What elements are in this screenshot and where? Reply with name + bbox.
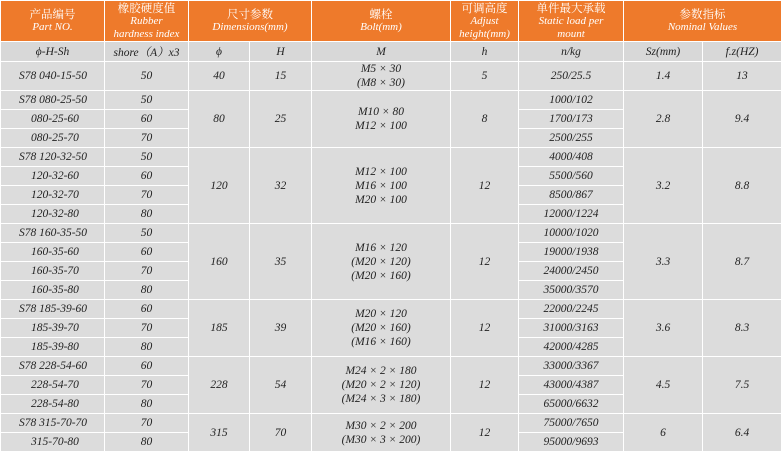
part-no-cell: 315-70-80: [1, 433, 105, 452]
static-load-cell: 22000/2245: [519, 300, 624, 319]
static-load-cell: 1000/102: [519, 91, 624, 110]
static-load-cell: 2500/255: [519, 129, 624, 148]
table-row: [1, 148, 782, 167]
part-no-cell: S78 160-35-50: [1, 224, 105, 243]
table-row: [1, 91, 782, 110]
part-no-cell: S78 040-15-50: [1, 62, 105, 91]
bolt-line: M5 × 30: [360, 63, 402, 75]
shore-cell: 80: [105, 395, 189, 414]
subheader-h: h: [451, 42, 519, 62]
header-nominal-values: 参数指标 Nominal Values: [624, 1, 782, 42]
adjust-height-cell: 12: [451, 148, 519, 224]
subheader-phi: ϕ: [189, 42, 250, 62]
header-part-no: 产品编号 Part NO.: [1, 1, 105, 42]
static-load-cell: 33000/3367: [519, 357, 624, 376]
fz-cell: 7.5: [703, 357, 782, 414]
adjust-height-cell: 8: [451, 91, 519, 148]
adjust-height-cell: 12: [451, 224, 519, 300]
bolt-cell: [312, 414, 451, 452]
bolt-line: (M20 × 120): [351, 255, 411, 268]
fz-cell: 9.4: [703, 91, 782, 148]
subheader-H: H: [250, 42, 312, 62]
shore-cell: 70: [105, 129, 189, 148]
phi-cell: 160: [189, 224, 250, 300]
H-cell: 32: [250, 148, 312, 224]
phi-cell: 40: [189, 62, 250, 91]
static-load-cell: 1700/173: [519, 110, 624, 129]
bolt-line: (M8 × 30): [357, 77, 406, 89]
subheader-shore: shore（A）x3: [105, 42, 189, 62]
bolt-cell: [312, 62, 451, 91]
adjust-height-cell: 12: [451, 357, 519, 414]
fz-cell: 8.3: [703, 300, 782, 357]
phi-cell: 185: [189, 300, 250, 357]
subheader-M: M: [312, 42, 451, 62]
subheader-fz: f.z(HZ): [703, 42, 782, 62]
static-load-cell: 95000/9693: [519, 433, 624, 452]
table-row: [1, 62, 782, 91]
bolt-line: M20 × 120: [355, 308, 407, 320]
shore-cell: 70: [105, 186, 189, 205]
shore-cell: 60: [105, 167, 189, 186]
bolt-cell: [312, 300, 451, 357]
static-load-cell: 8500/867: [519, 186, 624, 205]
static-load-cell: 75000/7650: [519, 414, 624, 433]
adjust-height-cell: 12: [451, 300, 519, 357]
bolt-line: M16 × 100: [355, 179, 407, 192]
static-load-cell: 24000/2450: [519, 262, 624, 281]
static-load-cell: 4000/408: [519, 148, 624, 167]
shore-cell: 70: [105, 319, 189, 338]
adjust-height-cell: 12: [451, 414, 519, 452]
part-no-cell: S78 228-54-60: [1, 357, 105, 376]
bolt-line: M24 × 2 × 180: [345, 365, 417, 377]
part-no-cell: 080-25-70: [1, 129, 105, 148]
bolt-line: M12 × 100: [355, 120, 407, 132]
H-cell: 54: [250, 357, 312, 414]
bolt-cell: [312, 148, 451, 224]
part-no-cell: S78 080-25-50: [1, 91, 105, 110]
static-load-cell: 12000/1224: [519, 205, 624, 224]
subheader-part: ϕ-H-Sh: [1, 42, 105, 62]
shore-cell: 80: [105, 433, 189, 452]
table-row: [1, 300, 782, 319]
sz-cell: 6: [624, 414, 703, 452]
part-no-cell: 160-35-80: [1, 281, 105, 300]
H-cell: 70: [250, 414, 312, 452]
shore-cell: 70: [105, 376, 189, 395]
static-load-cell: 43000/4387: [519, 376, 624, 395]
adjust-height-cell: 5: [451, 62, 519, 91]
sz-cell: 3.6: [624, 300, 703, 357]
shore-cell: 60: [105, 357, 189, 376]
part-no-cell: S78 315-70-70: [1, 414, 105, 433]
table-row: [1, 224, 782, 243]
static-load-cell: 31000/3163: [519, 319, 624, 338]
bolt-line: M16 × 120: [355, 241, 407, 254]
bolt-line: (M24 × 3 × 180): [341, 393, 421, 405]
bolt-line: (M20 × 160): [351, 269, 411, 282]
shore-cell: 50: [105, 224, 189, 243]
H-cell: 39: [250, 300, 312, 357]
subheader-load: n/kg: [519, 42, 624, 62]
bolt-cell: [312, 224, 451, 300]
shore-cell: 80: [105, 338, 189, 357]
bolt-cell: [312, 357, 451, 414]
static-load-cell: 35000/3570: [519, 281, 624, 300]
H-cell: 15: [250, 62, 312, 91]
part-no-cell: 185-39-70: [1, 319, 105, 338]
static-load-cell: 10000/1020: [519, 224, 624, 243]
table-row: [1, 414, 782, 433]
sz-cell: 3.2: [624, 148, 703, 224]
bolt-line: M10 × 80: [357, 106, 405, 118]
phi-cell: 120: [189, 148, 250, 224]
subheader-sz: Sz(mm): [624, 42, 703, 62]
table-row: [1, 357, 782, 376]
sz-cell: 1.4: [624, 62, 703, 91]
fz-cell: 6.4: [703, 414, 782, 452]
shore-cell: 60: [105, 243, 189, 262]
part-no-cell: 185-39-80: [1, 338, 105, 357]
shore-cell: 60: [105, 300, 189, 319]
static-load-cell: 5500/560: [519, 167, 624, 186]
static-load-cell: 19000/1938: [519, 243, 624, 262]
part-no-cell: S78 120-32-50: [1, 148, 105, 167]
fz-cell: 8.7: [703, 224, 782, 300]
part-no-cell: 120-32-80: [1, 205, 105, 224]
bolt-line: M20 × 100: [355, 193, 407, 206]
bolt-line: (M20 × 160): [351, 322, 411, 334]
sz-cell: 3.3: [624, 224, 703, 300]
header-static-load: 单件最大承载 Static load per mount: [519, 1, 624, 42]
part-no-cell: 080-25-60: [1, 110, 105, 129]
shore-cell: 50: [105, 148, 189, 167]
shore-cell: 80: [105, 205, 189, 224]
static-load-cell: 42000/4285: [519, 338, 624, 357]
H-cell: 35: [250, 224, 312, 300]
bolt-line: (M16 × 160): [351, 336, 411, 348]
phi-cell: 315: [189, 414, 250, 452]
bolt-cell: [312, 91, 451, 148]
fz-cell: 13: [703, 62, 782, 91]
shore-cell: 70: [105, 414, 189, 433]
part-no-cell: 120-32-60: [1, 167, 105, 186]
phi-cell: 80: [189, 91, 250, 148]
static-load-cell: 250/25.5: [519, 62, 624, 91]
bolt-line: M12 × 100: [355, 165, 407, 178]
header-adjust-height: 可调高度 Adjust height(mm): [451, 1, 519, 42]
table-body: [1, 62, 782, 452]
shore-cell: 80: [105, 281, 189, 300]
part-no-cell: 228-54-70: [1, 376, 105, 395]
header-bolt: 螺栓 Bolt(mm): [312, 1, 451, 42]
shore-cell: 60: [105, 110, 189, 129]
header-dimensions: 尺寸参数 Dimensions(mm): [189, 1, 312, 42]
shore-cell: 50: [105, 62, 189, 91]
part-no-cell: 228-54-80: [1, 395, 105, 414]
header-hardness: 橡胶硬度值 Rubber hardness index: [105, 1, 189, 42]
part-no-cell: 160-35-70: [1, 262, 105, 281]
part-no-cell: 120-32-70: [1, 186, 105, 205]
part-no-cell: 160-35-60: [1, 243, 105, 262]
sz-cell: 4.5: [624, 357, 703, 414]
fz-cell: 8.8: [703, 148, 782, 224]
shore-cell: 70: [105, 262, 189, 281]
sz-cell: 2.8: [624, 91, 703, 148]
part-no-cell: S78 185-39-60: [1, 300, 105, 319]
bolt-line: (M30 × 3 × 200): [341, 433, 421, 446]
phi-cell: 228: [189, 357, 250, 414]
static-load-cell: 65000/6632: [519, 395, 624, 414]
bolt-line: M30 × 2 × 200: [345, 419, 417, 432]
bolt-line: (M20 × 2 × 120): [341, 379, 421, 391]
subheader-row: [1, 42, 782, 62]
H-cell: 25: [250, 91, 312, 148]
shore-cell: 50: [105, 91, 189, 110]
